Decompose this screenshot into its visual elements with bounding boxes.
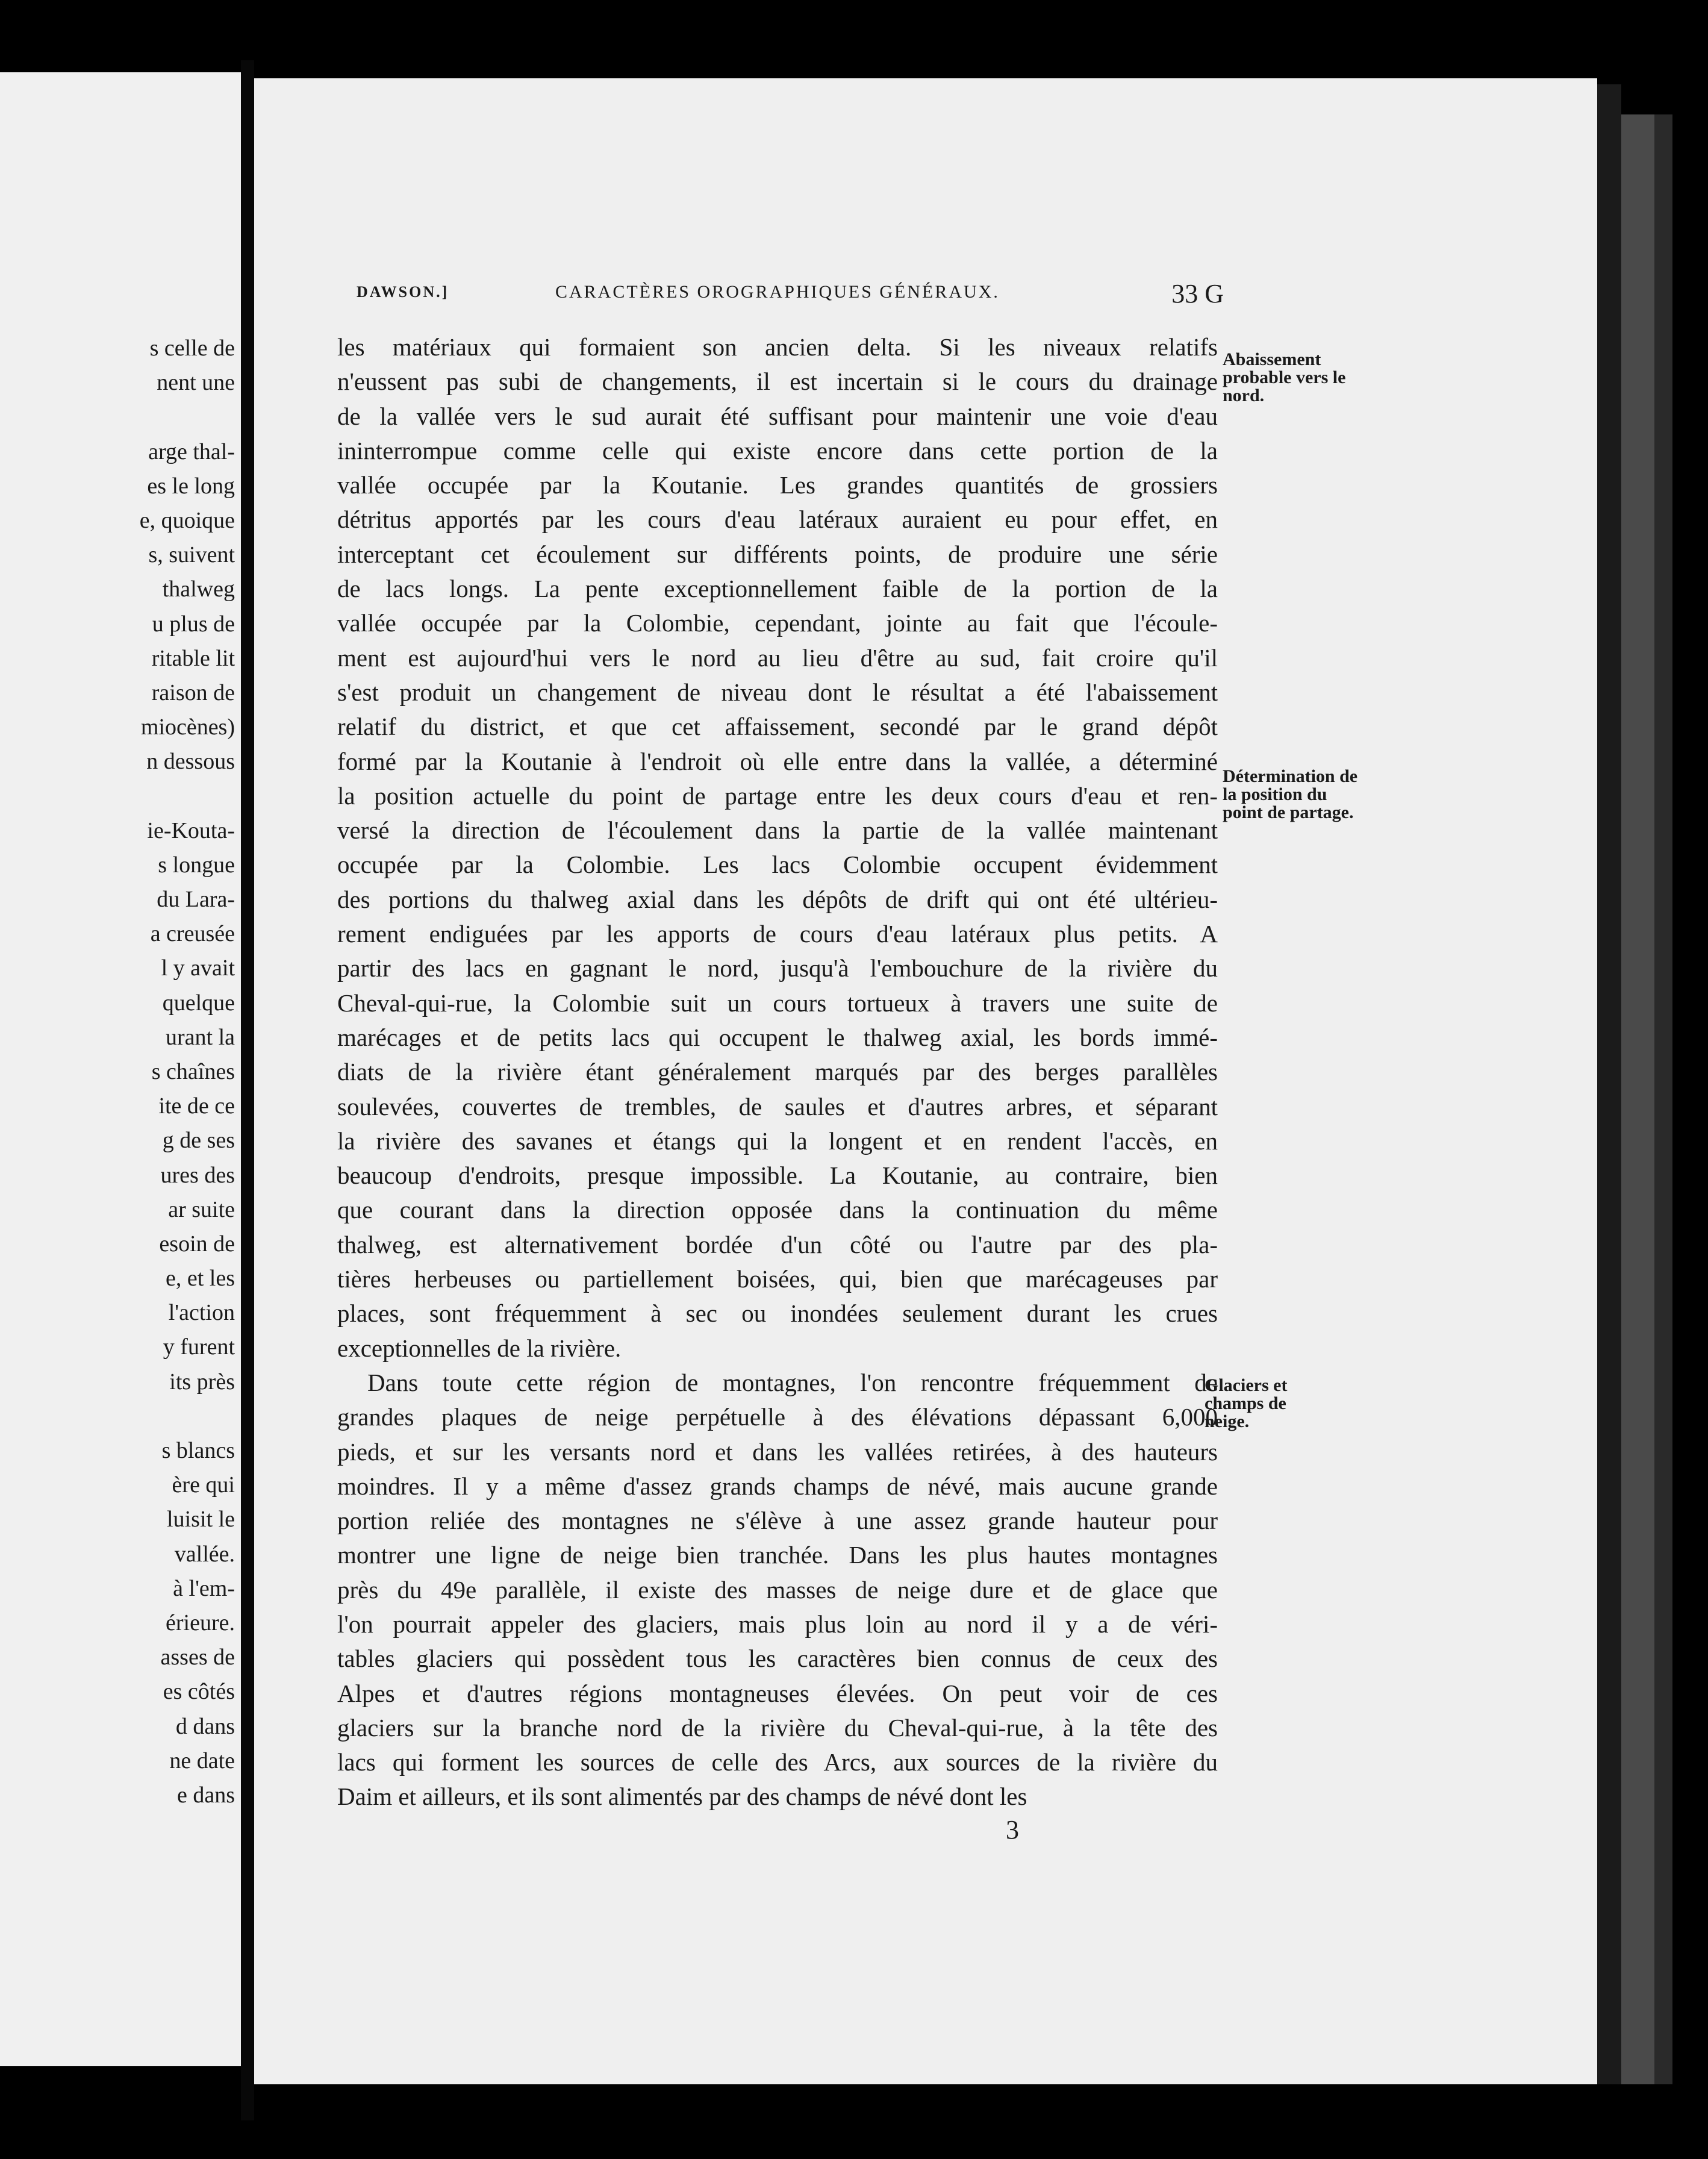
text-line: portion reliée des montagnes ne s'élève à une assez grande hauteur pour: [337, 1507, 1218, 1535]
text-line: Daim et ailleurs, et ils sont alimentés par des champs de névé dont les: [337, 1783, 1027, 1811]
text-line: l'on pourrait appeler des glaciers, mais plus loin au nord il y a de véri-: [337, 1610, 1218, 1638]
left-page-line: l y avait: [161, 955, 235, 981]
text-line: tières herbeuses ou partiellement boisées, qui, bien que marécageuses par: [337, 1265, 1218, 1293]
left-page-line: ie-Kouta-: [147, 817, 235, 843]
left-page-line: esoin de: [159, 1231, 235, 1257]
text-line: soulevées, couvertes de trembles, de saules et d'autres arbres, et séparant: [337, 1092, 1218, 1120]
text-line: beaucoup d'endroits, presque impossible. La Koutanie, au contraire, bien: [337, 1161, 1218, 1190]
text-line: thalweg, est alternativement bordée d'un côté ou l'autre par des pla-: [337, 1230, 1218, 1258]
binding-edge-light: [1621, 114, 1654, 2084]
text-line: places, sont fréquemment à sec ou inondées seulement durant les crues: [337, 1299, 1218, 1328]
margin-note-determination: Détermination de la position du point de partage.: [1223, 766, 1358, 822]
text-line: les matériaux qui formaient son ancien delta. Si les niveaux relatifs: [337, 333, 1218, 361]
text-line: ment est aujourd'hui vers le nord au lieu d'être au sud, fait croire qu'il: [337, 643, 1218, 672]
left-page-line: y furent: [163, 1334, 235, 1360]
text-line: lacs qui forment les sources de celle des Arcs, aux sources de la rivière du: [337, 1748, 1218, 1776]
binding-edge: [1597, 84, 1621, 2084]
text-line: la rivière des savanes et étangs qui la longent et en rendent l'accès, en: [337, 1126, 1218, 1155]
left-page-line: s blancs: [161, 1438, 235, 1463]
left-page-line: es le long: [147, 473, 235, 499]
text-line: ininterrompue comme celle qui existe encore dans cette portion de la: [337, 436, 1218, 464]
text-line: Dans toute cette région de montagnes, l'on rencontre fréquemment de: [367, 1368, 1218, 1396]
left-page-line: a creusée: [150, 921, 235, 947]
text-line: s'est produit un changement de niveau dont le résultat a été l'abaissement: [337, 678, 1218, 706]
text-line: pieds, et sur les versants nord et dans les vallées retirées, à des hauteurs: [337, 1437, 1218, 1466]
text-line: montrer une ligne de neige bien tranchée. Dans les plus hautes montagnes: [337, 1541, 1218, 1569]
signature-mark: 3: [1006, 1815, 1019, 1845]
left-page-line: e dans: [176, 1782, 235, 1808]
text-line: de lacs longs. La pente exceptionnellement faible de la portion de la: [337, 575, 1218, 603]
running-header: [357, 278, 1224, 314]
left-page-line: n dessous: [146, 749, 235, 775]
left-page-text: [0, 331, 241, 1813]
left-page-line: d dans: [175, 1713, 235, 1739]
running-author: DAWSON.]: [357, 283, 449, 301]
left-page-line: raison de: [151, 680, 235, 705]
left-page-line: s, suivent: [148, 542, 235, 568]
margin-note-abaissement: Abaissement probable vers le nord.: [1223, 349, 1346, 405]
running-title: CARACTÈRES OROGRAPHIQUES GÉNÉRAUX.: [555, 282, 1000, 302]
binding-edge-dark: [1654, 114, 1672, 2084]
text-line: partir des lacs en gagnant le nord, jusqu'à l'embouchure de la rivière du: [337, 954, 1218, 983]
text-line: moindres. Il y a même d'assez grands champs de névé, mais aucune grande: [337, 1472, 1218, 1500]
text-line: Alpes et d'autres régions montagneuses élevées. On peut voir de ces: [337, 1679, 1218, 1707]
text-line: de la vallée vers le sud aurait été suffisant pour maintenir une voie d'eau: [337, 402, 1218, 430]
left-page-line: thalweg: [162, 576, 235, 602]
left-page-line: nent une: [157, 370, 235, 396]
left-page-line: érieure.: [166, 1610, 235, 1636]
left-page-line: ar suite: [168, 1196, 235, 1222]
text-line: des portions du thalweg axial dans les dépôts de drift qui ont été ultérieu-: [337, 885, 1218, 913]
left-page-line: ures des: [160, 1162, 235, 1188]
left-page-line: ne date: [169, 1748, 235, 1773]
left-page-line: ritable lit: [151, 645, 235, 671]
left-page-line: s celle de: [149, 336, 235, 361]
left-page-line: quelque: [162, 990, 235, 1016]
text-line: rement endiguées par les apports de cours d'eau latéraux plus petits. A: [337, 920, 1218, 948]
text-line: détritus apportés par les cours d'eau latéraux auraient eu pour effet, en: [337, 505, 1218, 534]
text-line: versé la direction de l'écoulement dans la partie de la vallée maintenant: [337, 816, 1218, 845]
left-page-line: à l'em-: [173, 1575, 235, 1601]
left-page-line: [0, 779, 241, 813]
left-page-line: [0, 1399, 241, 1434]
left-page-line: du Lara-: [157, 887, 235, 912]
text-line: Cheval-qui-rue, la Colombie suit un cours tortueux à travers une suite de: [337, 989, 1218, 1017]
margin-note-glaciers: Glaciers et champs de neige.: [1205, 1375, 1288, 1431]
text-line: exceptionnelles de la rivière.: [337, 1334, 622, 1362]
text-line: la position actuelle du point de partage entre les deux cours d'eau et ren-: [337, 781, 1218, 810]
left-page-line: arge thal-: [148, 439, 235, 464]
text-line: grandes plaques de neige perpétuelle à des élévations dépassant 6,000: [337, 1403, 1218, 1431]
left-page-line: vallée.: [174, 1541, 235, 1567]
left-page-line: miocènes): [140, 714, 235, 740]
text-line: diats de la rivière étant généralement marqués par des berges parallèles: [337, 1058, 1218, 1086]
text-line: interceptant cet écoulement sur différents points, de produire une série: [337, 540, 1218, 568]
text-line: que courant dans la direction opposée dans la continuation du même: [337, 1196, 1218, 1224]
left-page-line: e, quoique: [139, 507, 235, 533]
left-page-line: its près: [169, 1369, 235, 1395]
left-facing-page: [0, 72, 241, 2066]
page-number: 33 G: [1171, 279, 1224, 308]
left-page-line: ite de ce: [158, 1093, 235, 1119]
left-page-line: urant la: [165, 1024, 235, 1050]
text-line: marécages et de petits lacs qui occupent le thalweg axial, les bords immé-: [337, 1023, 1218, 1051]
text-line: glaciers sur la branche nord de la rivière du Cheval-qui-rue, à la tête des: [337, 1713, 1218, 1742]
left-page-line: s longue: [158, 852, 235, 878]
left-page-line: s chaînes: [151, 1058, 235, 1084]
left-page-line: l'action: [168, 1300, 235, 1326]
text-line: tables glaciers qui possèdent tous les caractères bien connus de ceux des: [337, 1645, 1218, 1673]
left-page-line: g de ses: [162, 1128, 235, 1154]
left-page-line: ère qui: [172, 1472, 235, 1498]
text-line: occupée par la Colombie. Les lacs Colombie occupent évidemment: [337, 851, 1218, 879]
body-text: [337, 330, 1218, 1814]
left-page-line: luisit le: [167, 1507, 235, 1533]
left-page-line: e, et les: [165, 1266, 235, 1292]
text-line: vallée occupée par la Colombie, cependant, jointe au fait que l'écoule-: [337, 609, 1218, 637]
left-page-line: asses de: [160, 1645, 235, 1670]
text-line: formé par la Koutanie à l'endroit où elle entre dans la vallée, a déterminé: [337, 747, 1218, 775]
left-page-line: [0, 400, 241, 434]
text-line: relatif du district, et que cet affaissement, secondé par le grand dépôt: [337, 713, 1218, 741]
left-page-line: es côtés: [163, 1679, 235, 1705]
text-line: vallée occupée par la Koutanie. Les grandes quantités de grossiers: [337, 471, 1218, 499]
text-line: près du 49e parallèle, il existe des masses de neige dure et de glace que: [337, 1575, 1218, 1604]
text-line: n'eussent pas subi de changements, il est incertain si le cours du drainage: [337, 367, 1218, 396]
left-page-line: u plus de: [152, 611, 235, 637]
book-gutter: [241, 60, 254, 2120]
